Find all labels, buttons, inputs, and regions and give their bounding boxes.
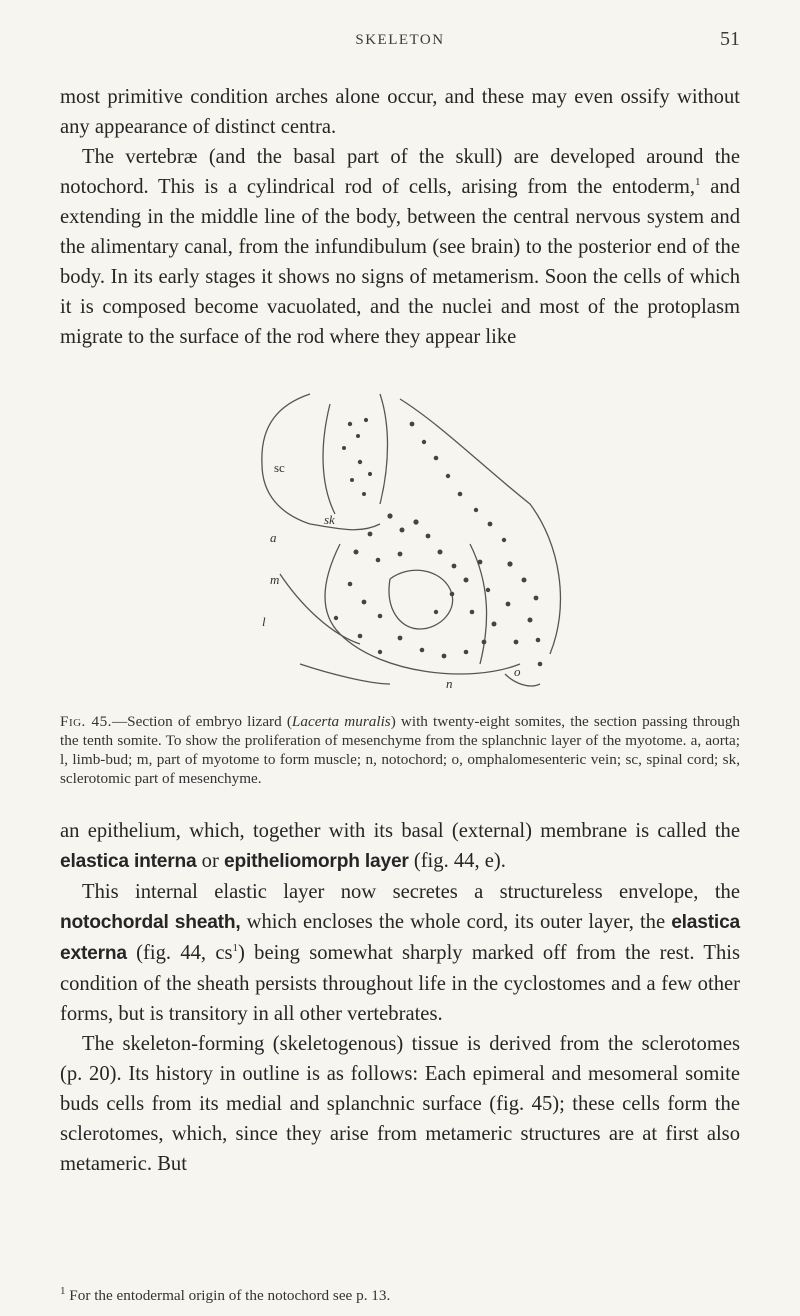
paragraph-text: or [196, 850, 224, 872]
paragraph-text: (fig. 44, cs [126, 942, 233, 964]
footnote [60, 1286, 740, 1305]
label-sc: sc [274, 460, 285, 475]
embryo-section-figure [240, 384, 580, 704]
footnote-marker: 1 [694, 176, 701, 189]
label-o: o [514, 664, 521, 679]
paragraph-text: (fig. 44, e). [408, 850, 506, 872]
paragraph-sheath [60, 877, 740, 1029]
running-head: SKELETON [355, 32, 445, 48]
term-elastica-interna: elastica interna [60, 851, 197, 872]
paragraph-text: which encloses the whole cord, its outer layer, the [240, 911, 672, 933]
paragraph-text: an epithelium, which, together with its basal (external) membrane is called the [60, 820, 740, 842]
label-m: m [270, 572, 280, 587]
paragraph-continuation: most primitive condition arches alone occur, and these may even ossify without any appearance of distinct centra. [60, 86, 740, 138]
paragraph-skeletogenous: The skeleton-forming (skeletogenous) tissue is derived from the sclerotomes (p. 20). Its history in outline is as follows: Each epimeral and mesomeral somite buds cells from its medial and splanchnic surface (fig. 45); these cells form the sclerotomes, which, since they arise from metameric structures are at first also metameric. But [60, 1033, 740, 1175]
body-text-bottom [60, 816, 740, 1179]
cell-nuclei-stipple [334, 418, 543, 666]
paragraph-text: ) being somewhat sharply marked off from the rest. This condition of the sheath persists throughout life in the cyclostomes and a few other forms, but is transitory in all other vertebrates. [60, 942, 740, 1025]
footnote-marker: 1 [60, 1284, 66, 1297]
label-l: l [262, 614, 266, 629]
paragraph-text: and extending in the middle line of the body, between the central nervous system and the alimentary canal, from the infundibulum (see brain) to the posterior end of the body. In its early stages it shows no signs of metamerism. Soon the cells of which it is composed become vacuolated, and the nuclei and most of the protoplasm migrate to the surface of the rod where they appear like [60, 176, 740, 348]
body-text-top [60, 82, 740, 352]
paragraph-notochord [60, 142, 740, 352]
page-number: 51 [720, 28, 740, 50]
footnote-text: For the entodermal origin of the notochord see p. 13. [65, 1287, 391, 1304]
figure-caption [60, 712, 740, 788]
label-n: n [446, 676, 453, 691]
species-name: Lacerta muralis [291, 713, 391, 730]
superscript: 1 [232, 942, 239, 955]
paragraph-text: The vertebræ (and the basal part of the skull) are developed around the notochord. This is a cylindrical rod of cells, arising from the entoderm, [60, 146, 740, 198]
caption-text: ) with twenty-eight somites, the section passing through the tenth somite. To show the proliferation of mesenchyme from the splanchnic layer of the myotome. a, aorta; l, limb-bud; m, part of myotome to form muscle; n, notochord; o, omphalomesenteric vein; sc, spinal cord; sk, sclerotomic part of mesenchyme. [60, 713, 741, 787]
label-a: a [270, 530, 277, 545]
paragraph-text: This internal elastic layer now secretes a structureless envelope, the [82, 881, 740, 903]
paragraph-epithelium [60, 816, 740, 877]
figure-number: Fig. 45. [60, 713, 112, 730]
term-notochordal-sheath: notochordal sheath, [60, 912, 241, 933]
term-elastica-externa: elastica externa [60, 912, 741, 964]
label-sk: sk [324, 512, 335, 527]
caption-text: —Section of embryo lizard ( [111, 713, 292, 730]
term-epitheliomorph-layer: epitheliomorph layer [223, 851, 409, 872]
